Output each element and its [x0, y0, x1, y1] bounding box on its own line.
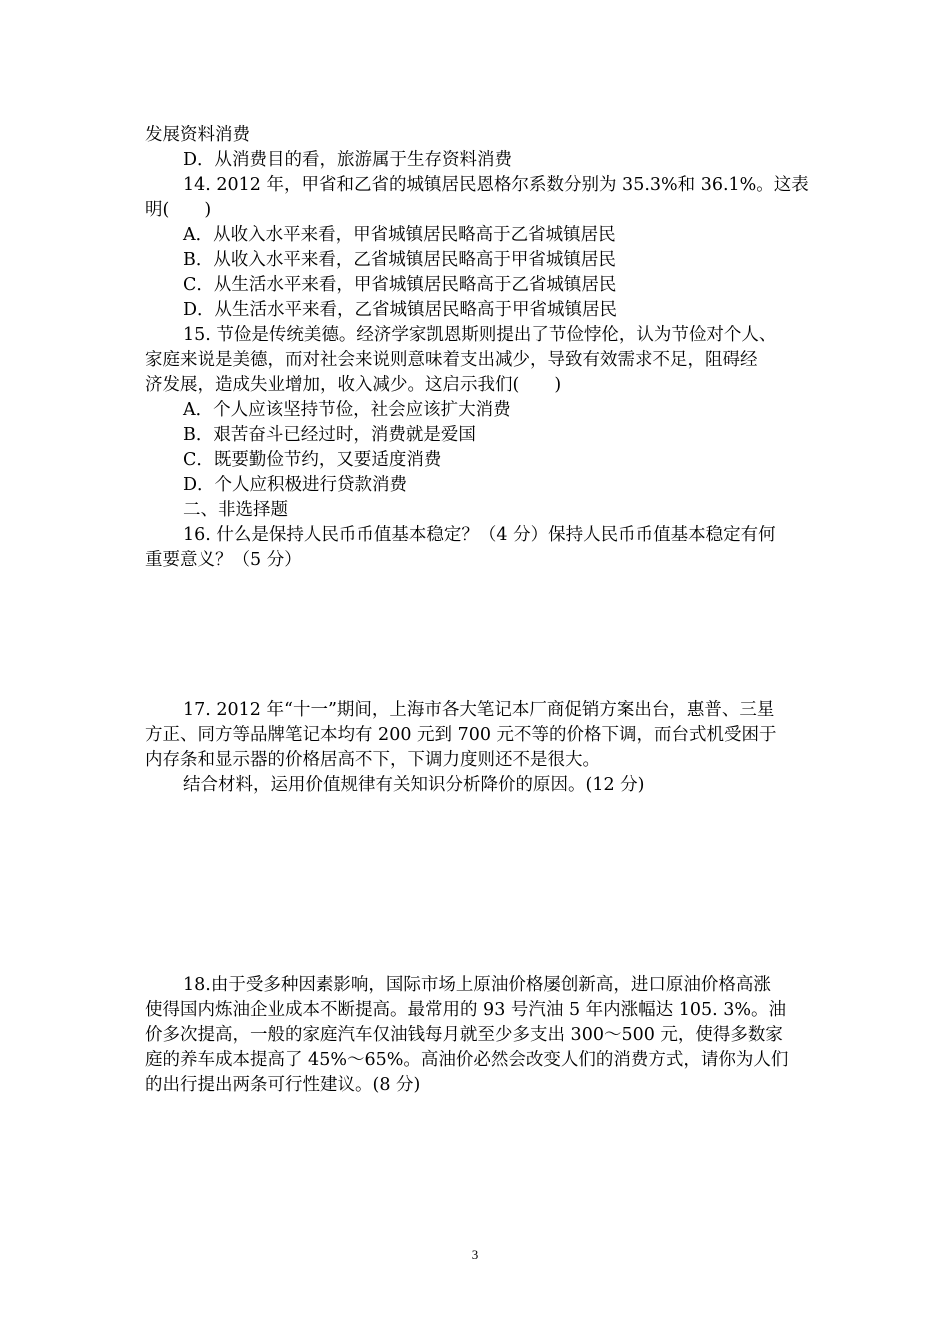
question-18: 18.由于受多种因素影响，国际市场上原油价格屡创新高，进口原油价格高涨 [183, 975, 771, 995]
text-line: 庭的养车成本提高了 45%～65%。高油价必然会改变人们的消费方式，请你为人们 [145, 1050, 789, 1070]
text-line: 结合材料，运用价值规律有关知识分析降价的原因。(12 分) [183, 775, 645, 795]
text-line: 明( ) [145, 200, 212, 220]
text-line: 济发展，造成失业增加，收入减少。这启示我们( ) [145, 375, 562, 395]
option-a: A．个人应该坚持节俭，社会应该扩大消费 [183, 400, 511, 420]
text-line: 方正、同方等品牌笔记本均有 200 元到 700 元不等的价格下调，而台式机受困于 [145, 725, 777, 745]
option-c: C．从生活水平来看，甲省城镇居民略高于乙省城镇居民 [183, 275, 617, 295]
text-line: 重要意义？（5 分） [145, 550, 302, 570]
option-d: D．从生活水平来看，乙省城镇居民略高于甲省城镇居民 [183, 300, 618, 320]
question-16: 16. 什么是保持人民币币值基本稳定？（4 分）保持人民币币值基本稳定有何 [183, 525, 776, 545]
question-17: 17. 2012 年“十一”期间，上海市各大笔记本厂商促销方案出台，惠普、三星 [183, 700, 775, 720]
text-line: 价多次提高，一般的家庭汽车仅油钱每月就至少多支出 300～500 元，使得多数家 [145, 1025, 783, 1045]
option-a: A．从收入水平来看，甲省城镇居民略高于乙省城镇居民 [183, 225, 616, 245]
question-14: 14. 2012 年，甲省和乙省的城镇居民恩格尔系数分别为 35.3%和 36.1%。这表 [183, 175, 809, 195]
text-line: 使得国内炼油企业成本不断提高。最常用的 93 号汽油 5 年内涨幅达 105. 3%。油 [145, 1000, 787, 1020]
option-d: D．从消费目的看，旅游属于生存资料消费 [183, 150, 513, 170]
text-line: 的出行提出两条可行性建议。(8 分) [145, 1075, 421, 1095]
question-15: 15. 节俭是传统美德。经济学家凯恩斯则提出了节俭悖伦，认为节俭对个人、 [183, 325, 777, 345]
option-b: B．艰苦奋斗已经过时，消费就是爱国 [183, 425, 476, 445]
option-b: B．从收入水平来看，乙省城镇居民略高于甲省城镇居民 [183, 250, 616, 270]
option-c: C．既要勤俭节约，又要适度消费 [183, 450, 442, 470]
option-d: D．个人应积极进行贷款消费 [183, 475, 408, 495]
page-number: 3 [471, 1247, 479, 1262]
section-heading: 二、非选择题 [183, 500, 288, 520]
text-line: 家庭来说是美德，而对社会来说则意味着支出减少，导致有效需求不足，阻碍经 [145, 350, 758, 370]
text-line: 发展资料消费 [145, 125, 250, 145]
text-line: 内存条和显示器的价格居高不下，下调力度则还不是很大。 [145, 750, 600, 770]
